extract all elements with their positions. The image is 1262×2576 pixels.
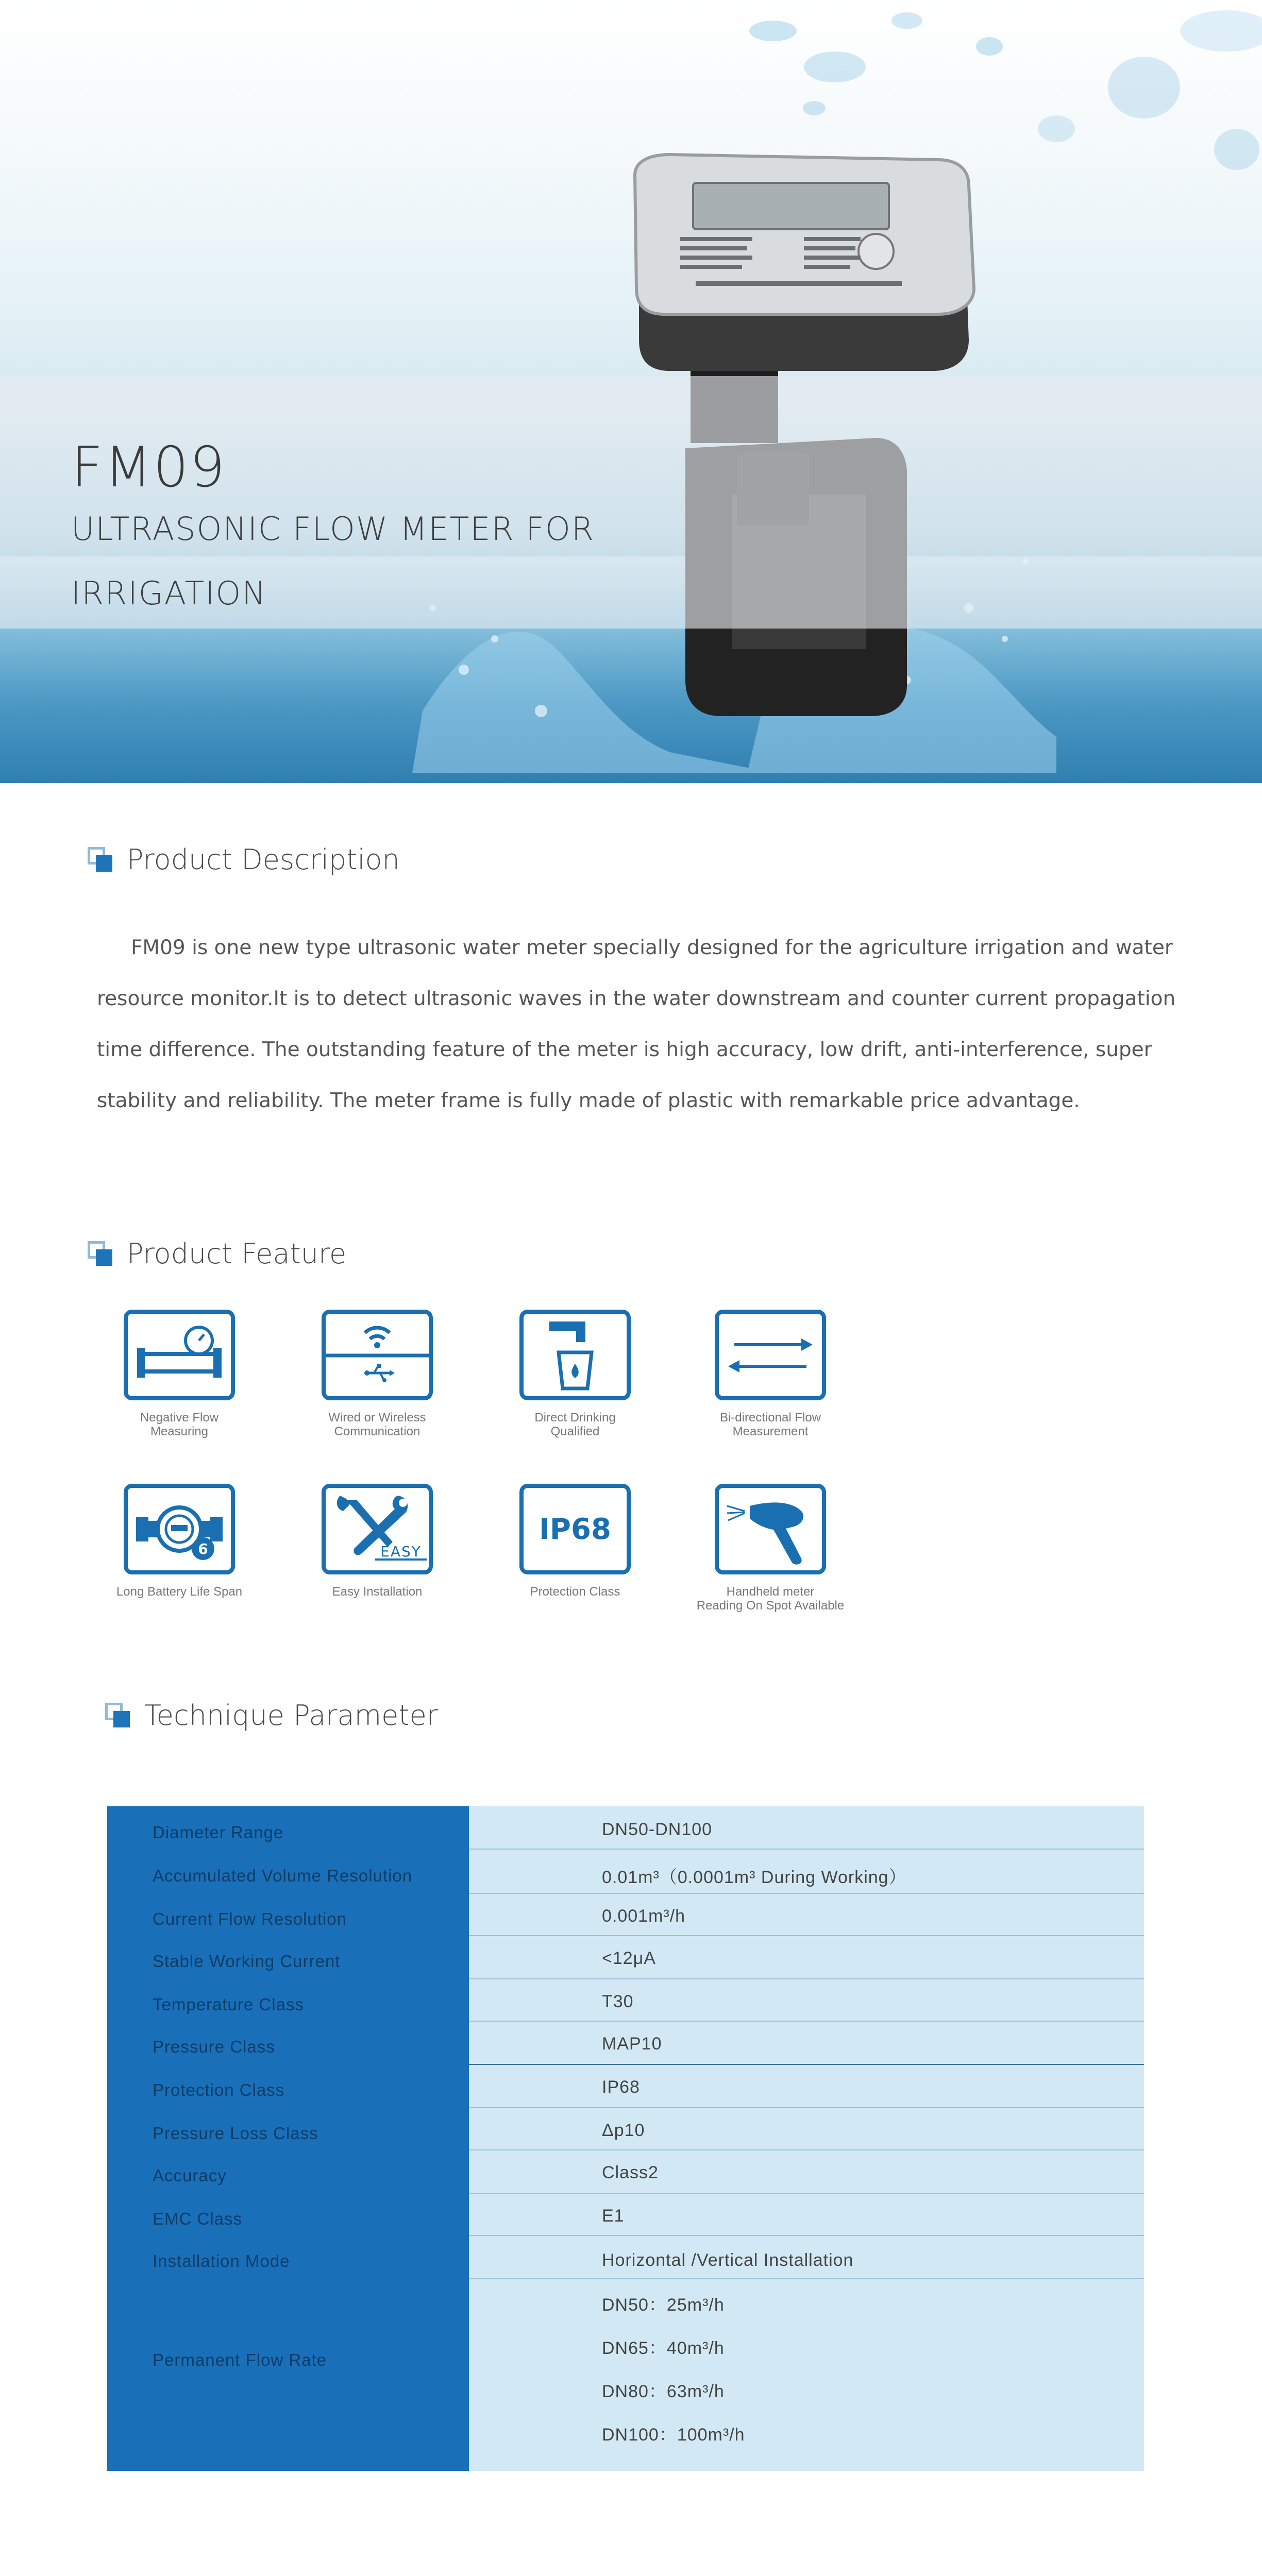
param-value: E1	[602, 2206, 625, 2226]
feature-item	[672, 1484, 868, 1613]
product-subtitle-line2: IRRIGATION	[71, 574, 267, 612]
section-title: Product Feature	[127, 1238, 347, 1270]
feature-label-line1: Long Battery Life Span	[116, 1585, 243, 1599]
feature-item	[279, 1310, 475, 1438]
easy-badge: EASY	[380, 1543, 422, 1560]
feature-label-line2: Reading On Spot Available	[696, 1599, 845, 1613]
product-model: FM09	[71, 435, 226, 500]
param-value: DN80：63m³/h	[602, 2382, 725, 2401]
param-value: T30	[602, 1992, 634, 2011]
param-value: DN50：25m³/h	[602, 2295, 725, 2315]
hero-banner	[0, 0, 1262, 783]
description-heading	[88, 843, 400, 876]
section-title: Product Description	[127, 843, 400, 876]
param-key: Accuracy	[153, 2166, 227, 2185]
param-key: Diameter Range	[153, 1823, 284, 1842]
negative-flow-icon	[124, 1310, 235, 1400]
parameter-table	[107, 1806, 1144, 2471]
param-key: Current Flow Resolution	[153, 1909, 347, 1928]
param-value: IP68	[602, 2077, 640, 2097]
meter-lcd	[693, 183, 889, 229]
param-key: Accumulated Volume Resolution	[153, 1866, 413, 1885]
feature-item	[81, 1310, 277, 1438]
feature-label-line1: Easy Installation	[332, 1585, 423, 1599]
param-key: Pressure Loss Class	[153, 2124, 318, 2143]
feature-heading	[88, 1238, 346, 1270]
handheld-meter-icon	[715, 1484, 826, 1574]
product-subtitle-line1: ULTRASONIC FLOW METER FOR	[71, 510, 595, 548]
feature-label-line1: Negative Flow	[140, 1411, 219, 1425]
feature-label-line2: Measurement	[732, 1425, 809, 1438]
section-bullet-icon	[105, 1703, 131, 1728]
param-value: 0.001m³/h	[602, 1906, 686, 1926]
param-value: 0.01m³（0.0001m³ During Working）	[602, 1868, 907, 1887]
feature-item	[477, 1310, 673, 1438]
feature-item	[477, 1484, 673, 1599]
param-value: MAP10	[602, 2034, 662, 2054]
feature-label-line1: Bi-directional Flow	[719, 1411, 821, 1425]
param-key: EMC Class	[153, 2209, 243, 2228]
ip68-badge: IP68	[539, 1512, 611, 1546]
battery-meter-icon	[124, 1484, 235, 1574]
section-bullet-icon	[88, 847, 113, 873]
param-value: DN100：100m³/h	[602, 2425, 745, 2445]
feature-label-line2: Qualified	[550, 1425, 600, 1438]
parameter-heading	[105, 1699, 438, 1732]
param-value: <12μA	[602, 1948, 656, 1968]
param-key: Temperature Class	[153, 1995, 304, 2014]
feature-label-line1: Handheld meter	[726, 1585, 815, 1599]
svg-text:6: 6	[198, 1540, 208, 1557]
param-value: DN50-DN100	[602, 1820, 713, 1839]
param-value: Class2	[602, 2163, 659, 2182]
feature-label-line2: Communication	[334, 1425, 420, 1438]
section-bullet-icon	[88, 1241, 113, 1267]
param-value: Horizontal /Vertical Installation	[602, 2250, 854, 2270]
feature-label-line2: Measuring	[150, 1425, 209, 1438]
feature-label-line1: Protection Class	[530, 1585, 620, 1599]
feature-item	[279, 1484, 475, 1599]
feature-item	[81, 1484, 277, 1599]
param-value: Δp10	[602, 2121, 645, 2140]
param-key: Permanent Flow Rate	[153, 2350, 327, 2369]
drinking-tap-icon	[519, 1310, 631, 1400]
feature-label-line1: Wired or Wireless	[328, 1411, 426, 1425]
tools-icon	[322, 1484, 433, 1574]
feature-item	[672, 1310, 868, 1438]
param-key: Pressure Class	[153, 2037, 275, 2056]
ip68-icon	[519, 1484, 631, 1574]
description-text: FM09 is one new type ultrasonic water meter specially designed for the agriculture irrigation and water resource monitor.It is to detect ultrasonic waves in the water downstream and counter current propagation time difference. The outstanding feature of the meter is high accuracy, low drift, anti-interference, super stability and reliability. The meter frame is fully made of plastic with remarkable price advantage.	[97, 936, 1176, 1112]
wired-wireless-icon	[322, 1310, 433, 1400]
section-title: Technique Parameter	[144, 1699, 439, 1732]
param-value: DN65：40m³/h	[602, 2338, 725, 2358]
param-key: Installation Mode	[153, 2251, 290, 2270]
param-key: Stable Working Current	[153, 1952, 341, 1971]
param-key: Protection Class	[153, 2080, 285, 2099]
bidirectional-arrows-icon	[715, 1310, 826, 1400]
feature-label-line1: Direct Drinking	[534, 1411, 616, 1425]
